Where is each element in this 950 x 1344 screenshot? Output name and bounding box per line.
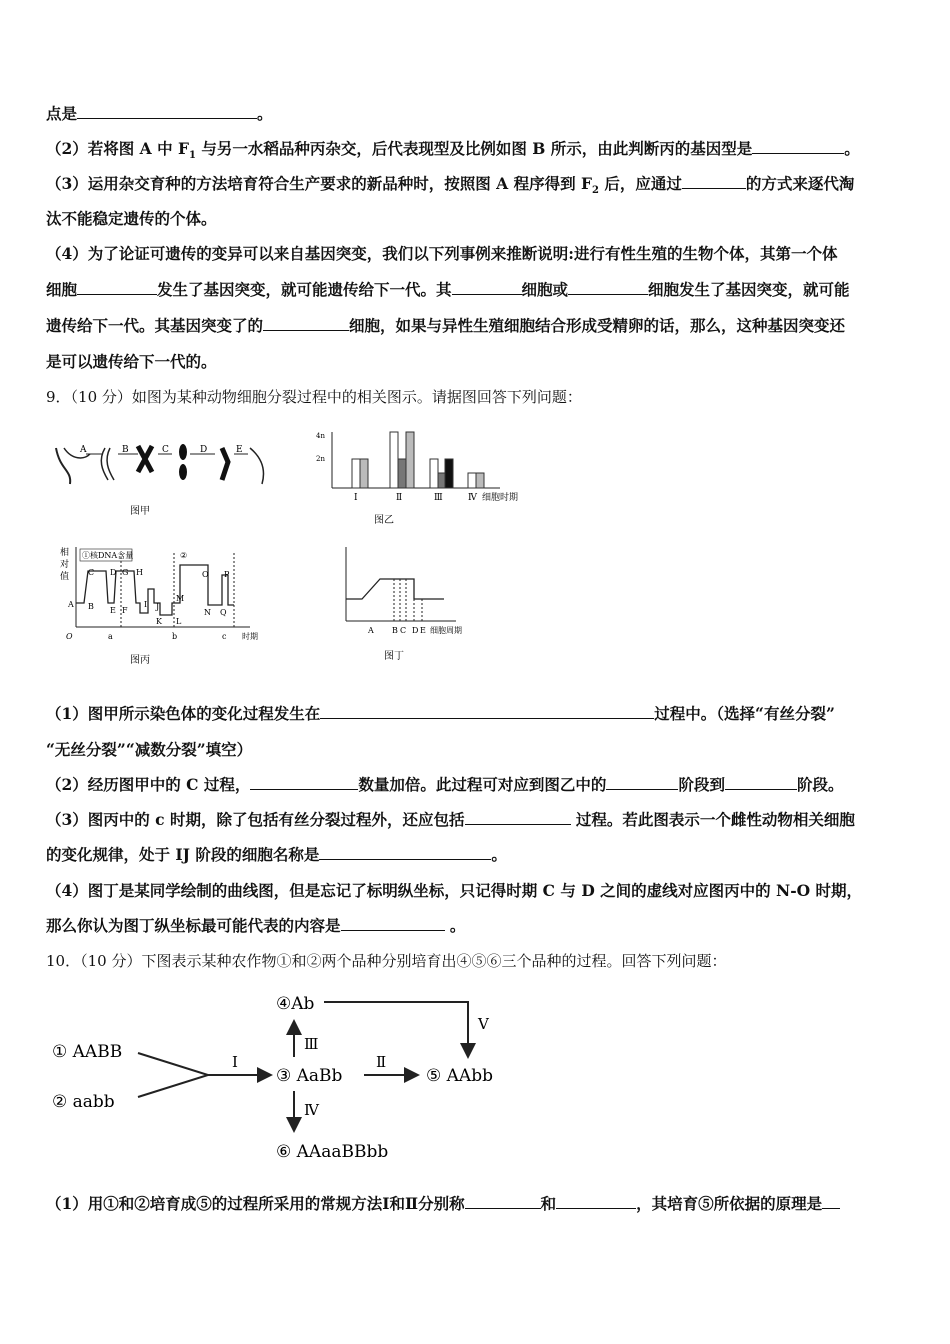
q9-sub2: （2）经历图甲中的 C 过程， 数量加倍。此过程可对应到图乙中的 阶段到 阶段。 — [46, 775, 844, 794]
svg-text:Ⅱ: Ⅱ — [376, 1053, 387, 1071]
q8-line-7: 是可以遗传给下一代的。 — [46, 352, 217, 371]
svg-text:C: C — [400, 626, 407, 635]
svg-text:图乙: 图乙 — [374, 515, 394, 526]
svg-text:E: E — [110, 606, 116, 615]
svg-text:Ⅲ: Ⅲ — [304, 1035, 319, 1053]
answer-blank[interactable] — [568, 280, 648, 295]
svg-text:Ⅲ: Ⅲ — [434, 493, 443, 503]
node-aabb-parent1: ① AABB — [52, 1042, 123, 1062]
svg-text:E: E — [420, 626, 426, 635]
svg-text:H: H — [136, 568, 143, 577]
svg-text:Q: Q — [220, 608, 227, 617]
svg-text:I: I — [144, 600, 148, 609]
answer-blank[interactable] — [77, 104, 257, 119]
node-aabb-parent2: ② aabb — [52, 1092, 115, 1112]
svg-text:Ⅰ: Ⅰ — [354, 493, 358, 503]
figure-bing — [58, 545, 276, 670]
answer-blank[interactable] — [606, 775, 678, 790]
svg-text:b: b — [172, 632, 178, 641]
q9-sub3-cont: 的变化规律，处于 IJ 阶段的细胞名称是 。 — [46, 845, 507, 864]
q8-line-2: （3）运用杂交育种的方法培育符合生产要求的新品种时，按照图 A 程序得到 $F_2$ 后，应通过 的方式来逐代淘 — [46, 174, 855, 197]
figure-ding — [336, 545, 496, 665]
svg-text:值: 值 — [60, 572, 70, 582]
svg-text:D: D — [110, 568, 117, 577]
q8-line-5: 细胞 发生了基因突变，就可能遗传给下一代。其 细胞或 细胞发生了基因突变，就可能 — [46, 280, 850, 299]
svg-text:M: M — [176, 594, 185, 603]
svg-text:F: F — [122, 606, 128, 615]
svg-text:B: B — [88, 602, 94, 611]
svg-text:B: B — [122, 445, 129, 455]
svg-text:D: D — [200, 445, 208, 455]
q9-stem: 9．（10 分）如图为某种动物细胞分裂过程中的相关图示。请据图回答下列问题： — [46, 388, 582, 406]
answer-blank[interactable] — [320, 704, 654, 719]
node-ab: ④Ab — [276, 994, 315, 1014]
svg-text:图丙: 图丙 — [130, 655, 150, 666]
q8-line-4: （4）为了论证可遗传的变异可以来自基因突变，我们以下列事例来推断说明:进行有性生殖的生物个体，其第一个体 — [46, 244, 838, 263]
svg-text:A: A — [368, 626, 374, 635]
svg-text:C: C — [88, 568, 95, 577]
q8-line-6: 遗传给下一代。其基因突变了的 细胞，如果与异性生殖细胞结合形成受精卵的话，那么，这种基因突变还 — [46, 316, 846, 335]
svg-text:D: D — [412, 626, 419, 635]
svg-text:①核DNA含量: ①核DNA含量 — [82, 551, 134, 560]
svg-text:Ⅱ: Ⅱ — [396, 493, 403, 503]
answer-blank[interactable] — [319, 845, 491, 860]
svg-text:Ⅰ: Ⅰ — [232, 1053, 238, 1071]
answer-blank[interactable] — [725, 775, 797, 790]
svg-text:c: c — [222, 632, 227, 641]
svg-text:A: A — [68, 600, 74, 609]
answer-blank[interactable] — [77, 280, 157, 295]
answer-blank[interactable] — [556, 1194, 636, 1209]
svg-text:时期: 时期 — [242, 632, 258, 641]
svg-text:K: K — [156, 617, 162, 626]
svg-text:C: C — [162, 445, 169, 455]
breeding-diagram — [46, 985, 526, 1170]
node-aabb-target: ⑤ AAbb — [426, 1066, 493, 1086]
q10-stem: 10．（10 分）下图表示某种农作物①和②两个品种分别培育出④⑤⑥三个品种的过程。回答下列问题： — [46, 952, 727, 970]
svg-text:2n: 2n — [316, 455, 325, 463]
svg-text:Ⅳ: Ⅳ — [468, 493, 477, 503]
svg-text:P: P — [224, 570, 230, 579]
answer-blank[interactable] — [263, 316, 349, 331]
svg-text:A: A — [80, 445, 87, 455]
svg-text:细胞时期: 细胞时期 — [482, 493, 519, 503]
svg-text:B: B — [392, 626, 398, 635]
svg-text:E: E — [236, 445, 243, 455]
figure-yi — [310, 428, 540, 533]
svg-text:相: 相 — [60, 548, 70, 558]
svg-text:图甲: 图甲 — [130, 506, 150, 517]
svg-text:细胞周期: 细胞周期 — [430, 626, 462, 635]
q9-sub3: （3）图丙中的 c 时期，除了包括有丝分裂过程外，还应包括 过程。若此图表示一个雌性动物相关细胞 — [46, 810, 855, 829]
q8-line-1: （2）若将图 A 中 $F_1$ 与另一水稻品种丙杂交，后代表现型及比例如图 B 所示，由此判断丙的基因型是 。 — [46, 139, 860, 162]
svg-text:②: ② — [180, 551, 188, 560]
q9-sub4-cont: 那么你认为图丁纵坐标最可能代表的内容是 。 — [46, 916, 466, 935]
answer-blank[interactable] — [465, 810, 571, 825]
answer-blank[interactable] — [465, 1194, 541, 1209]
answer-blank[interactable] — [822, 1194, 840, 1209]
q10-sub1: （1）用①和②培育成⑤的过程所采用的常规方法Ⅰ和Ⅱ分别称 和 ，其培育⑤所依据的原理是 — [46, 1193, 840, 1215]
svg-text:对: 对 — [60, 560, 70, 570]
q8-line-3: 汰不能稳定遗传的个体。 — [46, 209, 217, 228]
svg-text:G: G — [122, 568, 129, 577]
svg-text:a: a — [108, 632, 113, 641]
svg-text:Ⅳ: Ⅳ — [304, 1101, 319, 1119]
q9-sub1: （1）图甲所示染色体的变化过程发生在 过程中。（选择“有丝分裂” — [46, 704, 835, 723]
svg-text:J: J — [156, 602, 160, 611]
svg-text:L: L — [176, 617, 182, 626]
q9-sub1-cont: “无丝分裂”“减数分裂”填空） — [46, 740, 253, 759]
svg-text:Ⅴ: Ⅴ — [478, 1015, 489, 1033]
answer-blank[interactable] — [452, 280, 522, 295]
node-aaaabbbb: ⑥ AAaaBBbb — [276, 1142, 389, 1162]
svg-text:O: O — [202, 570, 209, 579]
svg-text:N: N — [204, 608, 211, 617]
answer-blank[interactable] — [752, 139, 844, 154]
answer-blank[interactable] — [341, 916, 445, 931]
svg-text:图丁: 图丁 — [384, 651, 404, 662]
answer-blank[interactable] — [250, 775, 358, 790]
figure-jia — [50, 440, 275, 525]
answer-blank[interactable] — [682, 174, 746, 189]
node-aabb-f1: ③ AaBb — [276, 1066, 343, 1086]
q9-sub4: （4）图丁是某同学绘制的曲线图，但是忘记了标明纵坐标，只记得时期 C 与 D 之间的虚线对应图丙中的 N-O 时期， — [46, 881, 863, 900]
svg-text:4n: 4n — [316, 432, 325, 440]
q8-line-0: 点是 。 — [46, 104, 273, 123]
svg-text:O: O — [66, 632, 73, 641]
